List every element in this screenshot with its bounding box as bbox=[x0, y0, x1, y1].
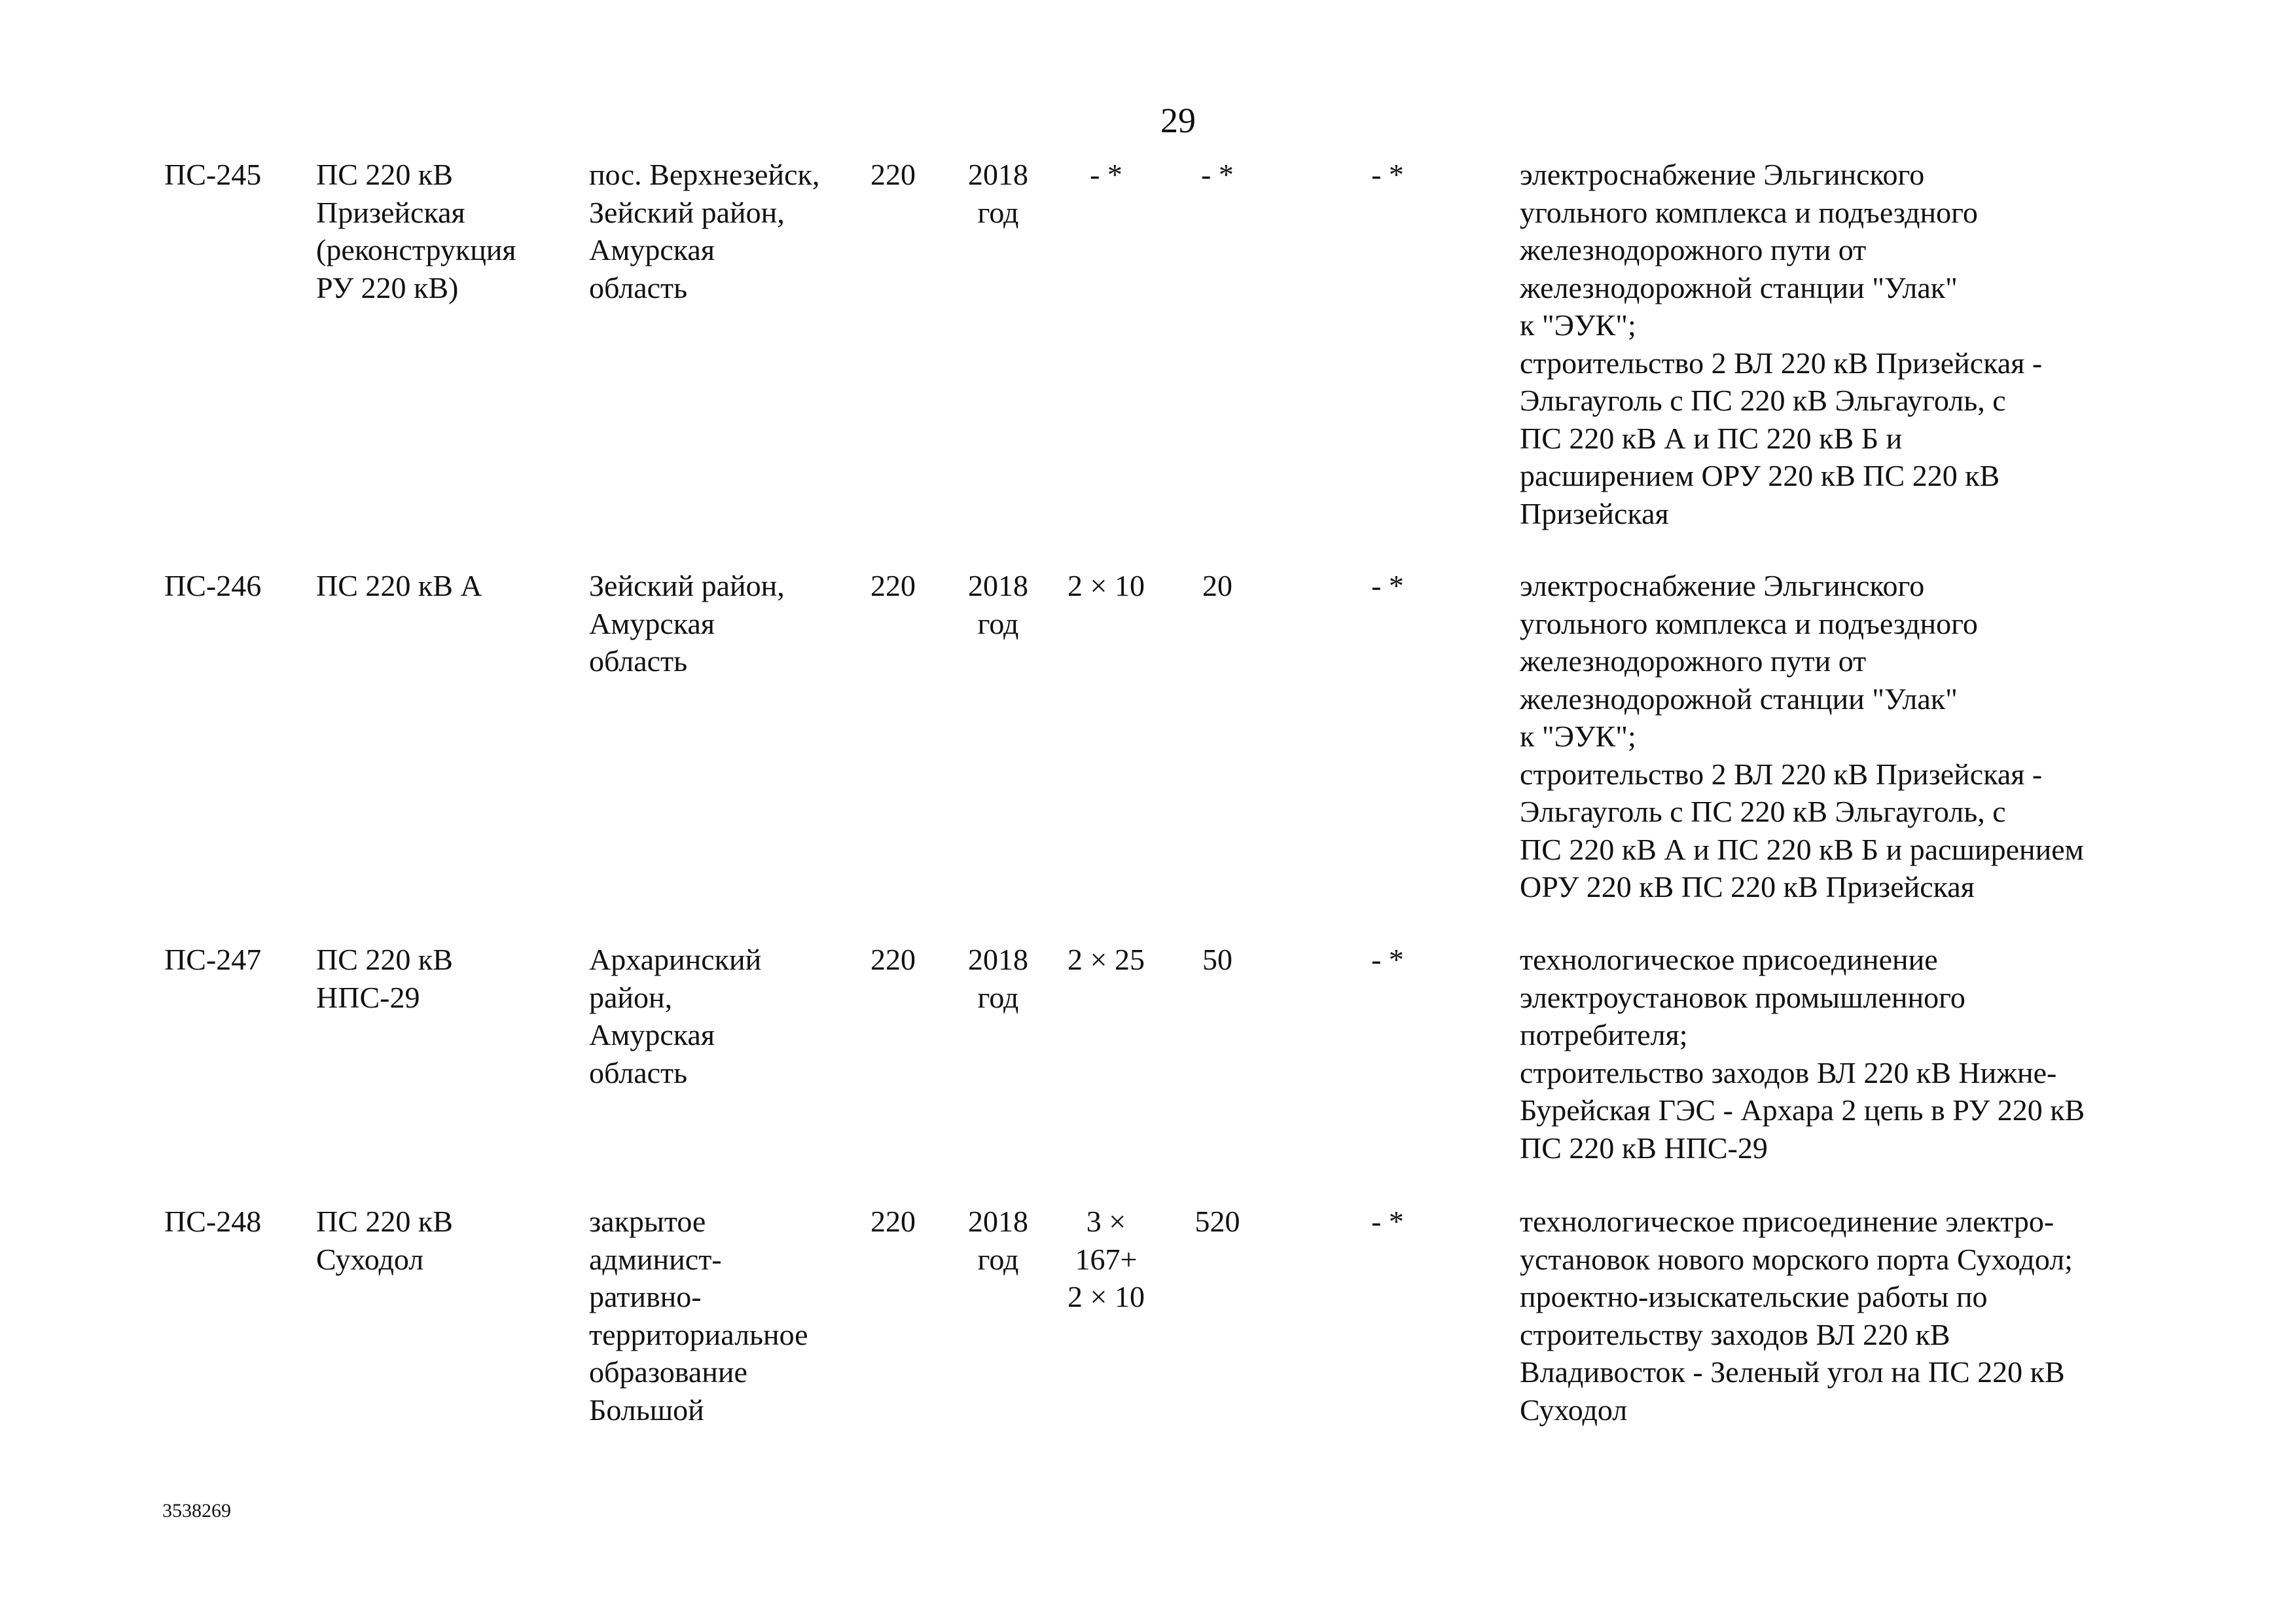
year: 2018 год bbox=[968, 943, 1028, 1014]
power: 50 bbox=[1202, 943, 1232, 976]
row-id: ПС-246 bbox=[164, 569, 262, 602]
row-id: ПС-245 bbox=[164, 158, 262, 191]
extra-value: - * bbox=[1371, 569, 1404, 602]
location: Архаринский район, Амурская область bbox=[589, 943, 762, 1089]
extra-value: - * bbox=[1371, 1205, 1404, 1238]
year: 2018 год bbox=[968, 158, 1028, 229]
row-id: ПС-248 bbox=[164, 1205, 262, 1238]
location: пос. Верхнезейск, Зейский район, Амурская область bbox=[589, 158, 820, 304]
transformers: 2 × 25 bbox=[1067, 943, 1145, 976]
purpose: электроснабжение Эльгинского угольного комплекса и подъездного железнодорожного пути от железнодорожной станции "Улак" к "ЭУК"; строительство 2 ВЛ 220 кВ Призейская - Эльгауголь с ПС 220 кВ Эльгауголь, с ПС 220 кВ А и ПС 220 кВ Б и расширением ОРУ 220 кВ ПС 220 кВ Призейская bbox=[1520, 158, 2043, 530]
substation-name: ПС 220 кВ А bbox=[316, 569, 482, 602]
extra-value: - * bbox=[1371, 943, 1404, 976]
purpose: электроснабжение Эльгинского угольного комплекса и подъездного железнодорожного пути от железнодорожной станции "Улак" к "ЭУК"; строительство 2 ВЛ 220 кВ Призейская - Эльгауголь с ПС 220 кВ Эльгауголь, с ПС 220 кВ А и ПС 220 кВ Б и расширением ОРУ 220 кВ ПС 220 кВ Призейская bbox=[1520, 569, 2084, 903]
voltage: 220 bbox=[870, 569, 916, 602]
voltage: 220 bbox=[870, 1205, 916, 1238]
voltage: 220 bbox=[870, 158, 916, 191]
extra-value: - * bbox=[1371, 158, 1404, 191]
substation-name: ПС 220 кВ Суходол bbox=[316, 1205, 453, 1276]
voltage: 220 bbox=[870, 943, 916, 976]
year: 2018 год bbox=[968, 1205, 1028, 1276]
location: Зейский район, Амурская область bbox=[589, 569, 785, 678]
power: 520 bbox=[1194, 1205, 1240, 1238]
transformers: 2 × 10 bbox=[1067, 569, 1145, 602]
transformers: 3 × 167+ 2 × 10 bbox=[1067, 1205, 1145, 1313]
purpose: технологическое присоединение электроустановок промышленного потребителя; строительство заходов ВЛ 220 кВ Нижне- Бурейская ГЭС - Архара 2 цепь в РУ 220 кВ ПС 220 кВ НПС-29 bbox=[1520, 943, 2085, 1165]
page-number: 29 bbox=[1160, 101, 1196, 140]
purpose: технологическое присоединение электро- установок нового морского порта Суходол; проектно-изыскательские работы по строительству заходов ВЛ 220 кВ Владивосток - Зеленый угол на ПС 220 кВ Суходол bbox=[1520, 1205, 2073, 1427]
power: - * bbox=[1201, 158, 1234, 191]
substation-name: ПС 220 кВ НПС-29 bbox=[316, 943, 453, 1014]
substation-name: ПС 220 кВ Призейская (реконструкция РУ 220 кВ) bbox=[316, 158, 516, 304]
transformers: - * bbox=[1090, 158, 1122, 191]
power: 20 bbox=[1202, 569, 1232, 602]
year: 2018 год bbox=[968, 569, 1028, 640]
document-code: 3538269 bbox=[162, 1500, 231, 1522]
location: закрытое админист- ративно- территориальное образование Большой bbox=[589, 1205, 808, 1427]
row-id: ПС-247 bbox=[164, 943, 262, 976]
